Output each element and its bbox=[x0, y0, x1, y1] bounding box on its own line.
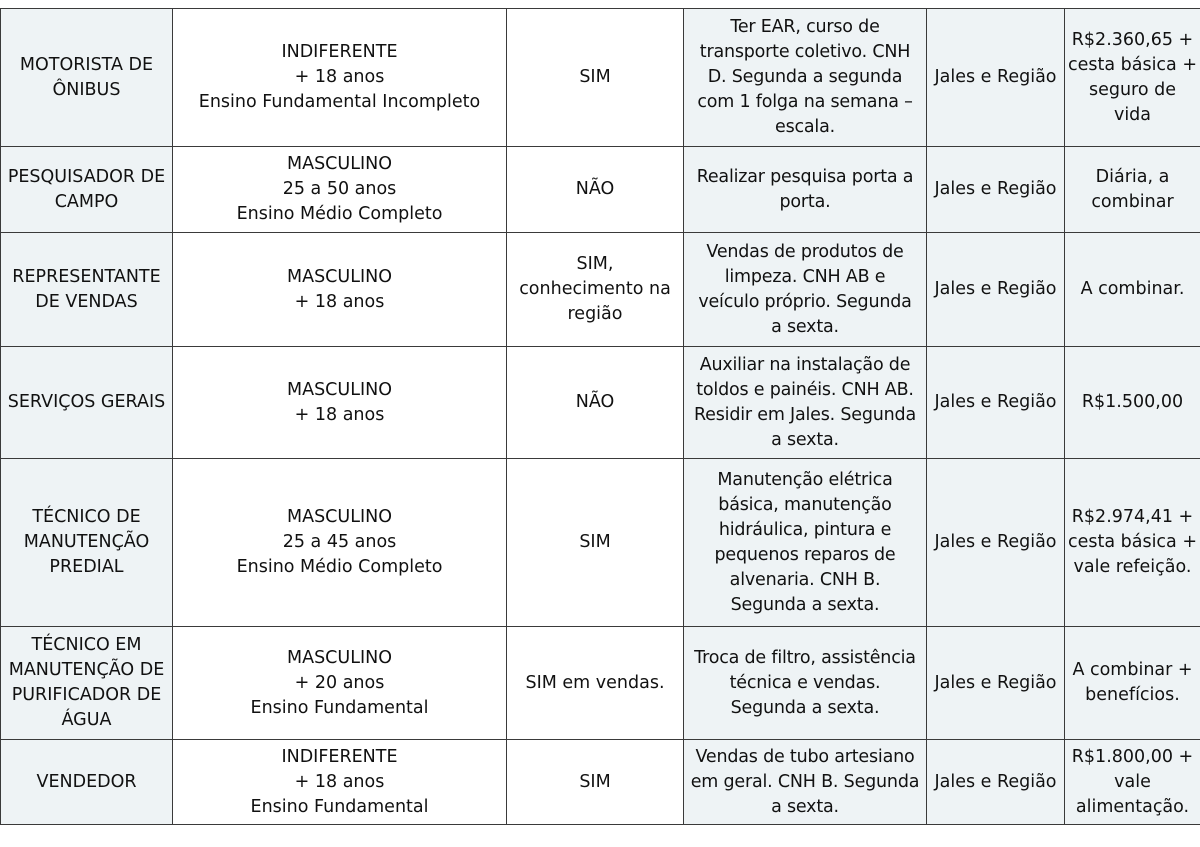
job-title-line: MANUTENÇÃO DE bbox=[8, 660, 165, 680]
location-line: Jales e Região bbox=[934, 279, 1057, 299]
description-line: toldos e painéis. CNH AB. bbox=[696, 379, 914, 400]
location-line: Jales e Região bbox=[934, 532, 1057, 552]
job-title-line: SERVIÇOS GERAIS bbox=[7, 392, 166, 412]
job-title-line: ÁGUA bbox=[61, 710, 112, 730]
job-title-line: PREDIAL bbox=[49, 557, 124, 577]
requirement-line: 25 a 50 anos bbox=[282, 179, 397, 199]
description-line: alvenaria. CNH B. bbox=[729, 569, 881, 590]
job-row bbox=[1, 627, 1200, 740]
requirements-cell bbox=[173, 347, 507, 459]
salary-cell bbox=[1065, 627, 1200, 740]
location-line: Jales e Região bbox=[934, 179, 1057, 199]
job-row bbox=[1, 347, 1200, 459]
job-row bbox=[1, 459, 1200, 627]
location-cell bbox=[927, 233, 1065, 347]
description-line: limpeza. CNH AB e bbox=[724, 266, 886, 287]
job-title-cell bbox=[1, 9, 173, 147]
requirements-cell bbox=[173, 147, 507, 233]
description-cell bbox=[684, 9, 927, 147]
experience-line: NÃO bbox=[575, 392, 615, 412]
job-title-line: PESQUISADOR DE bbox=[7, 166, 166, 187]
location-line: Jales e Região bbox=[934, 67, 1057, 87]
description-line: pequenos reparos de bbox=[714, 544, 896, 565]
salary-line: R$2.360,65 + bbox=[1071, 29, 1194, 50]
experience-line: região bbox=[567, 304, 623, 324]
job-row bbox=[1, 233, 1200, 347]
job-row bbox=[1, 740, 1200, 825]
salary-line: A combinar + bbox=[1072, 660, 1193, 680]
description-cell bbox=[684, 459, 927, 627]
description-line: Ter EAR, curso de bbox=[730, 17, 880, 37]
experience-cell bbox=[507, 233, 684, 347]
location-cell bbox=[927, 9, 1065, 147]
requirements-cell bbox=[173, 9, 507, 147]
job-title-cell bbox=[1, 740, 173, 825]
location-cell bbox=[927, 627, 1065, 740]
description-line: Residir em Jales. Segunda bbox=[694, 404, 916, 425]
description-line: Realizar pesquisa porta a bbox=[696, 166, 914, 187]
requirement-line: + 20 anos bbox=[294, 672, 385, 693]
description-line: Manutenção elétrica bbox=[717, 469, 893, 490]
experience-line: SIM bbox=[579, 771, 611, 792]
description-line: hidráulica, pintura e bbox=[718, 519, 892, 540]
requirement-line: MASCULINO bbox=[287, 507, 392, 527]
requirement-line: Ensino Fundamental bbox=[250, 697, 429, 718]
description-line: técnica e vendas. bbox=[729, 672, 881, 693]
description-line: Segunda a sexta. bbox=[730, 697, 880, 718]
job-listings-body bbox=[1, 9, 1200, 825]
description-cell bbox=[684, 740, 927, 825]
requirements-cell bbox=[173, 459, 507, 627]
job-title-line: DE VENDAS bbox=[35, 291, 138, 312]
description-line: com 1 folga na semana – bbox=[697, 92, 913, 112]
salary-line: cesta básica + bbox=[1067, 54, 1198, 75]
description-line: a sexta. bbox=[771, 796, 839, 817]
requirement-line: Ensino Fundamental Incompleto bbox=[198, 92, 481, 112]
job-title-line: TÉCNICO EM bbox=[31, 635, 142, 655]
requirement-line: 25 a 45 anos bbox=[282, 532, 397, 552]
requirement-line: + 18 anos bbox=[294, 404, 385, 425]
salary-line: benefícios. bbox=[1085, 685, 1180, 705]
experience-cell bbox=[507, 627, 684, 740]
job-listings-table bbox=[0, 8, 1200, 825]
location-cell bbox=[927, 459, 1065, 627]
salary-cell bbox=[1065, 740, 1200, 825]
description-line: Vendas de produtos de bbox=[706, 241, 904, 262]
description-line: Auxiliar na instalação de bbox=[699, 354, 911, 375]
experience-line: SIM bbox=[579, 67, 611, 87]
salary-line: seguro de bbox=[1088, 79, 1177, 100]
salary-line: A combinar. bbox=[1080, 279, 1185, 299]
job-title-line: REPRESENTANTE bbox=[12, 266, 161, 287]
requirement-line: INDIFERENTE bbox=[281, 42, 398, 62]
description-cell bbox=[684, 347, 927, 459]
job-title-line: MANUTENÇÃO bbox=[23, 532, 150, 552]
requirement-line: + 18 anos bbox=[294, 771, 385, 792]
description-line: a sexta. bbox=[771, 316, 839, 337]
description-line: escala. bbox=[775, 117, 835, 137]
description-line: básica, manutenção bbox=[718, 494, 892, 515]
experience-cell bbox=[507, 347, 684, 459]
requirement-line: INDIFERENTE bbox=[281, 746, 398, 767]
job-title-line: VENDEDOR bbox=[36, 771, 137, 792]
salary-cell bbox=[1065, 459, 1200, 627]
requirements-cell bbox=[173, 740, 507, 825]
description-cell bbox=[684, 233, 927, 347]
experience-cell bbox=[507, 740, 684, 825]
description-cell bbox=[684, 147, 927, 233]
requirements-cell bbox=[173, 233, 507, 347]
requirement-line: MASCULINO bbox=[287, 379, 392, 400]
job-title-cell bbox=[1, 147, 173, 233]
job-row bbox=[1, 147, 1200, 233]
location-cell bbox=[927, 347, 1065, 459]
job-title-line: ÔNIBUS bbox=[52, 79, 121, 100]
job-title-line: CAMPO bbox=[54, 191, 119, 212]
location-line: Jales e Região bbox=[934, 771, 1057, 792]
requirement-line: MASCULINO bbox=[287, 647, 392, 668]
salary-cell bbox=[1065, 233, 1200, 347]
job-title-cell bbox=[1, 627, 173, 740]
job-title-cell bbox=[1, 347, 173, 459]
location-line: Jales e Região bbox=[934, 672, 1057, 693]
description-line: transporte coletivo. CNH bbox=[699, 42, 911, 62]
description-cell bbox=[684, 627, 927, 740]
description-line: Segunda a sexta. bbox=[730, 594, 880, 615]
job-title-line: MOTORISTA DE bbox=[19, 54, 154, 75]
salary-cell bbox=[1065, 347, 1200, 459]
experience-cell bbox=[507, 147, 684, 233]
experience-line: conhecimento na bbox=[519, 279, 671, 299]
experience-line: SIM, bbox=[576, 254, 614, 274]
requirement-line: Ensino Fundamental bbox=[250, 796, 429, 817]
job-title-cell bbox=[1, 233, 173, 347]
salary-line: alimentação. bbox=[1075, 796, 1190, 817]
description-line: a sexta. bbox=[771, 429, 839, 450]
description-line: Troca de filtro, assistência bbox=[694, 647, 916, 668]
salary-line: Diária, a bbox=[1095, 166, 1170, 187]
requirement-line: + 18 anos bbox=[294, 67, 385, 87]
experience-cell bbox=[507, 9, 684, 147]
salary-line: R$1.800,00 + bbox=[1071, 746, 1194, 767]
requirement-line: Ensino Médio Completo bbox=[236, 204, 443, 224]
job-title-line: TÉCNICO DE bbox=[32, 507, 141, 527]
experience-line: SIM bbox=[579, 532, 611, 552]
salary-cell bbox=[1065, 9, 1200, 147]
salary-line: combinar bbox=[1091, 191, 1174, 212]
location-line: Jales e Região bbox=[934, 392, 1057, 412]
experience-cell bbox=[507, 459, 684, 627]
job-title-cell bbox=[1, 459, 173, 627]
salary-line: R$1.500,00 bbox=[1081, 392, 1184, 412]
description-line: porta. bbox=[779, 191, 831, 212]
location-cell bbox=[927, 147, 1065, 233]
requirement-line: MASCULINO bbox=[287, 154, 392, 174]
description-line: veículo próprio. Segunda bbox=[698, 291, 912, 312]
salary-line: vida bbox=[1113, 104, 1152, 125]
requirements-cell bbox=[173, 627, 507, 740]
requirement-line: MASCULINO bbox=[287, 266, 392, 287]
experience-line: NÃO bbox=[575, 179, 615, 199]
salary-line: cesta básica + bbox=[1067, 532, 1198, 552]
description-line: D. Segunda a segunda bbox=[707, 67, 903, 87]
requirement-line: + 18 anos bbox=[294, 291, 385, 312]
description-line: Vendas de tubo artesiano bbox=[695, 746, 915, 767]
salary-line: vale bbox=[1114, 771, 1151, 792]
job-row bbox=[1, 9, 1200, 147]
salary-line: vale refeição. bbox=[1073, 557, 1192, 577]
description-line: em geral. CNH B. Segunda bbox=[690, 771, 920, 792]
requirement-line: Ensino Médio Completo bbox=[236, 557, 443, 577]
salary-cell bbox=[1065, 147, 1200, 233]
salary-line: R$2.974,41 + bbox=[1071, 507, 1194, 527]
job-title-line: PURIFICADOR DE bbox=[11, 685, 162, 705]
location-cell bbox=[927, 740, 1065, 825]
experience-line: SIM em vendas. bbox=[525, 672, 665, 693]
